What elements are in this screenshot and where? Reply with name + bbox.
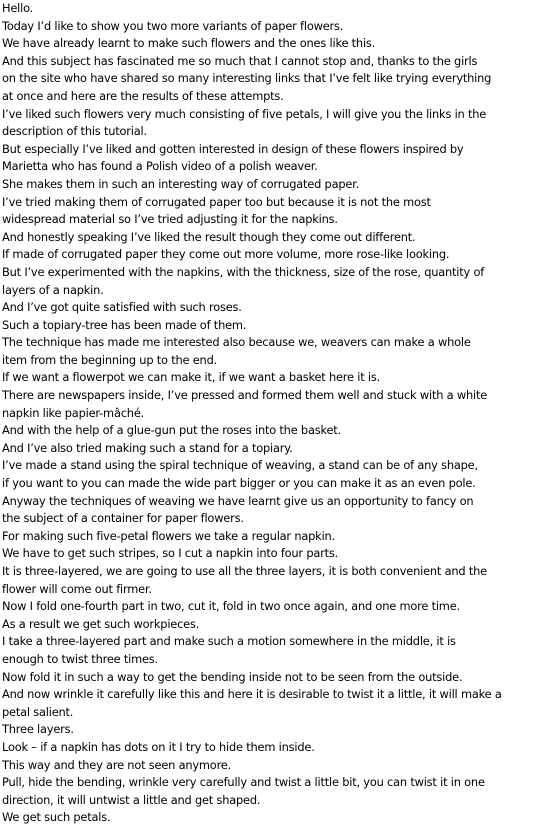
- text-line: We get such petals.: [2, 810, 111, 825]
- text-line: But I’ve experimented with the napkins, with the thickness, size of the rose, quantity of: [2, 264, 485, 279]
- text-line: Anyway the techniques of weaving we have learnt give us an opportunity to fancy on: [2, 493, 474, 508]
- text-line: We have to get such stripes, so I cut a napkin into four parts.: [2, 546, 339, 561]
- text-line: Look – if a napkin has dots on it I try to hide them inside.: [2, 739, 315, 754]
- text-line: widespread material so I’ve tried adjusting it for the napkins.: [2, 212, 338, 227]
- text-line: I’ve made a stand using the spiral technique of weaving, a stand can be of any shape,: [2, 458, 478, 473]
- text-line: We have already learnt to make such flowers and the ones like this.: [2, 36, 376, 51]
- text-line: Now I fold one-fourth part in two, cut it, fold in two once again, and one more time.: [2, 599, 460, 614]
- text-line: The technique has made me interested also because we, weavers can make a whole: [2, 335, 471, 350]
- text-line: enough to twist three times.: [2, 651, 158, 666]
- text-line: And honestly speaking I’ve liked the result though they come out different.: [2, 229, 416, 244]
- text-line: description of this tutorial.: [2, 124, 147, 139]
- text-line: As a result we get such workpieces.: [2, 616, 200, 631]
- text-line: And with the help of a glue-gun put the roses into the basket.: [2, 423, 341, 438]
- text-line: Hello.: [2, 1, 34, 15]
- text-line: petal salient.: [2, 704, 74, 719]
- text-line: flower will come out firmer.: [2, 581, 152, 596]
- text-line: And now wrinkle it carefully like this and here it is desirable to twist it a little, it will make a: [2, 687, 502, 702]
- text-line: on the site who have shared so many interesting links that I’ve felt like trying everything: [2, 71, 492, 86]
- text-line: I’ve liked such flowers very much consisting of five petals, I will give you the links in the: [2, 106, 487, 121]
- text-line: Such a topiary-tree has been made of them.: [2, 317, 247, 332]
- text-line: Three layers.: [2, 722, 74, 737]
- text-line: I’ve tried making them of corrugated paper too but because it is not the most: [2, 194, 431, 209]
- text-line: But especially I’ve liked and gotten interested in design of these flowers inspired by: [2, 141, 464, 156]
- text-line: It is three-layered, we are going to use all the three layers, it is both convenient and the: [2, 564, 487, 578]
- text-line: She makes them in such an interesting way of corrugated paper.: [2, 176, 360, 191]
- text-line: layers of a napkin.: [2, 282, 104, 297]
- text-line: If we want a flowerpot we can make it, if we want a basket here it is.: [2, 370, 381, 385]
- text-line: Pull, hide the bending, wrinkle very carefully and twist a little bit, you can twist it in one: [2, 775, 485, 790]
- text-line: Now fold it in such a way to get the bending inside not to be seen from the outside.: [2, 669, 463, 684]
- text-line: I take a three-layered part and make such a motion somewhere in the middle, it is: [2, 634, 456, 649]
- text-line: Today I’d like to show you two more variants of paper flowers.: [2, 18, 344, 33]
- text-line: If made of corrugated paper they come out more volume, more rose-like looking.: [2, 247, 450, 262]
- text-line: And I’ve also tried making such a stand for a topiary.: [2, 440, 293, 455]
- text-line: Marietta who has found a Polish video of a polish weaver.: [2, 159, 318, 174]
- text-line: direction, it will untwist a little and get shaped.: [2, 792, 261, 807]
- text-line: For making such five-petal flowers we take a regular napkin.: [2, 528, 335, 543]
- text-line: the subject of a container for paper flowers.: [2, 511, 244, 526]
- text-line: at once and here are the results of these attempts.: [2, 88, 284, 103]
- text-line: item from the beginning up to the end.: [2, 352, 218, 367]
- text-line: And I’ve got quite satisfied with such roses.: [2, 300, 242, 315]
- text-line: There are newspapers inside, I’ve pressed and formed them well and stuck with a white: [2, 388, 488, 403]
- text-line: napkin like papier-mâché.: [2, 405, 145, 420]
- text-line: And this subject has fascinated me so much that I cannot stop and, thanks to the girls: [2, 53, 478, 68]
- text-line: This way and they are not seen anymore.: [2, 757, 232, 772]
- text-line: if you want to you can made the wide part bigger or you can make it as an even pole.: [2, 476, 476, 491]
